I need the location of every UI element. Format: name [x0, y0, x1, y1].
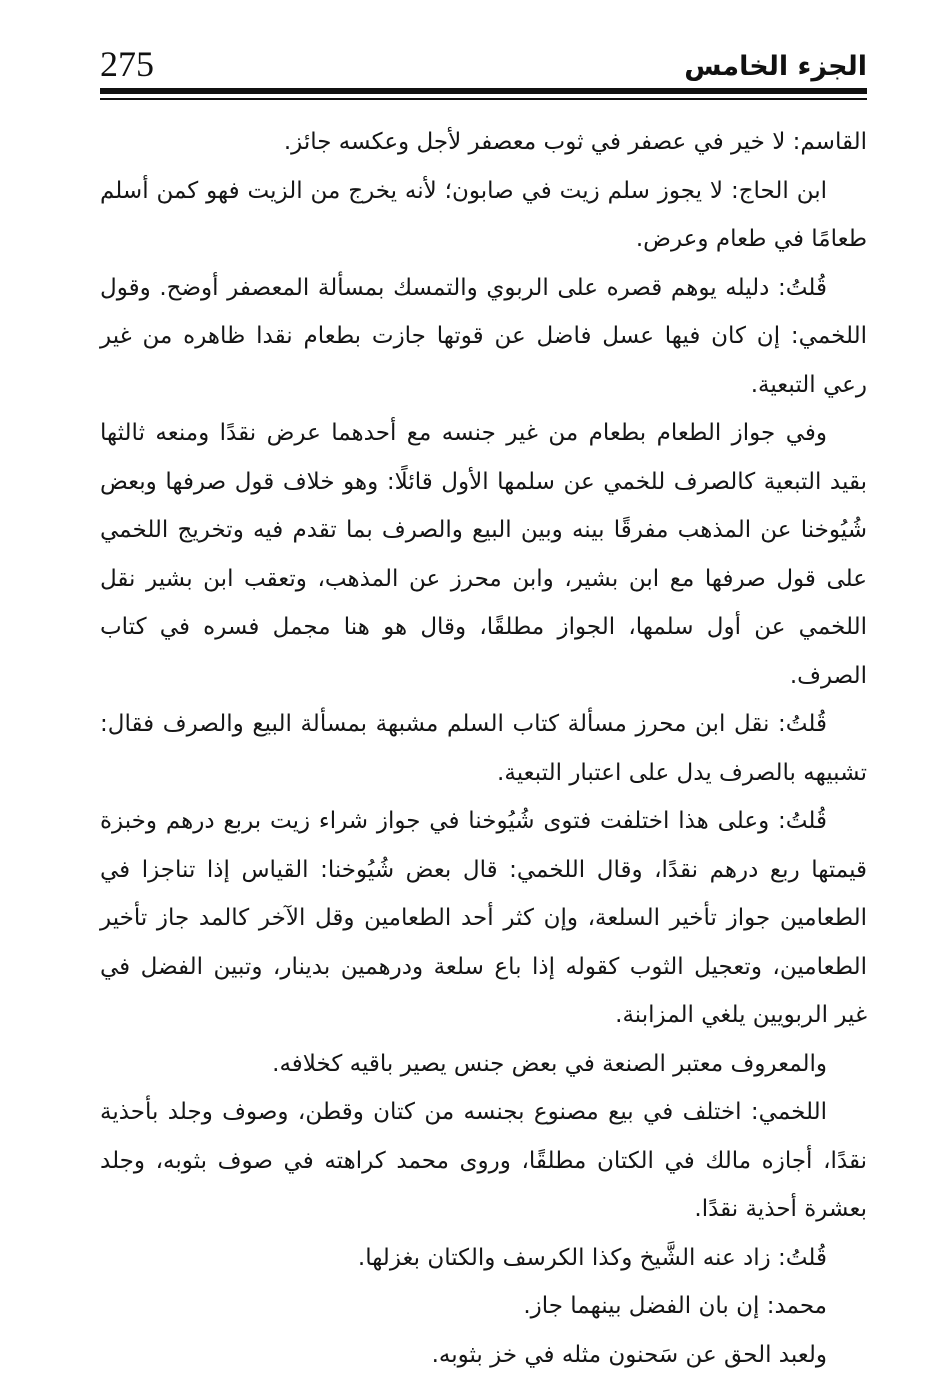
paragraph: اللخمي: اختلف في بيع مصنوع بجنسه من كتان وقطن، وصوف وجلد بأحذية نقدًا، أجازه مالك في الكتان مطلقًا، وروى محمد كراهته في صوف بثوبه، وجلد بعشرة أحذية نقدًا. [100, 1099, 867, 1222]
paragraph: وفي جواز الطعام بطعام من غير جنسه مع أحدهما عرض نقدًا ومنعه ثالثها بقيد التبعية كالصرف للخمي عن سلمها الأول قائلًا: وهو خلاف قول صرفها وبعض شُيُوخنا عن المذهب مفرقًا بينه وبين البيع والصرف بما تقدم فيه وتخريج اللخمي على قول صرفها مع ابن بشير، وابن محرز عن المذهب، وتعقب ابن بشير نقل اللخمي عن أول سلمها، الجواز مطلقًا، وقال هو هنا مجمل فسره في كتاب الصرف. [100, 420, 867, 689]
paragraph: والمعروف معتبر الصنعة في بعض جنس يصير باقيه كخلافه. [272, 1050, 827, 1077]
body-text [100, 118, 867, 1379]
paragraph: القاسم: لا خير في عصفر في ثوب معصفر لأجل وعكسه جائز. [283, 129, 867, 155]
paragraph: ولعبد الحق عن سَحنون مثله في خز بثوبه. [431, 1341, 827, 1368]
header-rule-thin [100, 98, 867, 100]
page-header [100, 40, 867, 86]
paragraph: محمد: إن بان الفضل بينهما جاز. [523, 1293, 827, 1319]
paragraph: ابن الحاج: لا يجوز سلم زيت في صابون؛ لأنه يخرج من الزيت فهو كمن أسلم طعامًا في طعام وعرض. [100, 177, 867, 252]
header-rule-thick [100, 88, 867, 94]
page-number: 275 [100, 44, 154, 84]
paragraph: قُلتُ: دليله يوهم قصره على الربوي والتمسك بمسألة المعصفر أوضح. وقول اللخمي: إن كان فيها عسل فاضل عن قوتها جازت بطعام نقدا ظاهره من غير رعي التبعية. [100, 274, 867, 398]
paragraph: قُلتُ: وعلى هذا اختلفت فتوى شُيُوخنا في جواز شراء زيت بربع درهم وخبزة قيمتها ربع درهم نقدًا، وقال اللخمي: قال بعض شُيُوخنا: القياس إذا تناجزا في الطعامين جواز تأخير السلعة، وإن كثر أحد الطعامين وقل الآخر كالمد جاز تأخير الطعامين، وتعجيل الثوب كقوله إذا باع سلعة ودرهمين بدينار، وتبين الفضل في غير الربويين يلغي المزابنة. [100, 808, 867, 1028]
running-head: الجزء الخامس [684, 51, 867, 82]
paragraph: قُلتُ: نقل ابن محرز مسألة كتاب السلم مشبهة بمسألة البيع والصرف فقال: تشبيهه بالصرف يدل على اعتبار التبعية. [100, 711, 867, 786]
paragraph: قُلتُ: زاد عنه الشَّيخ وكذا الكرسف والكتان بغزلها. [357, 1244, 827, 1271]
